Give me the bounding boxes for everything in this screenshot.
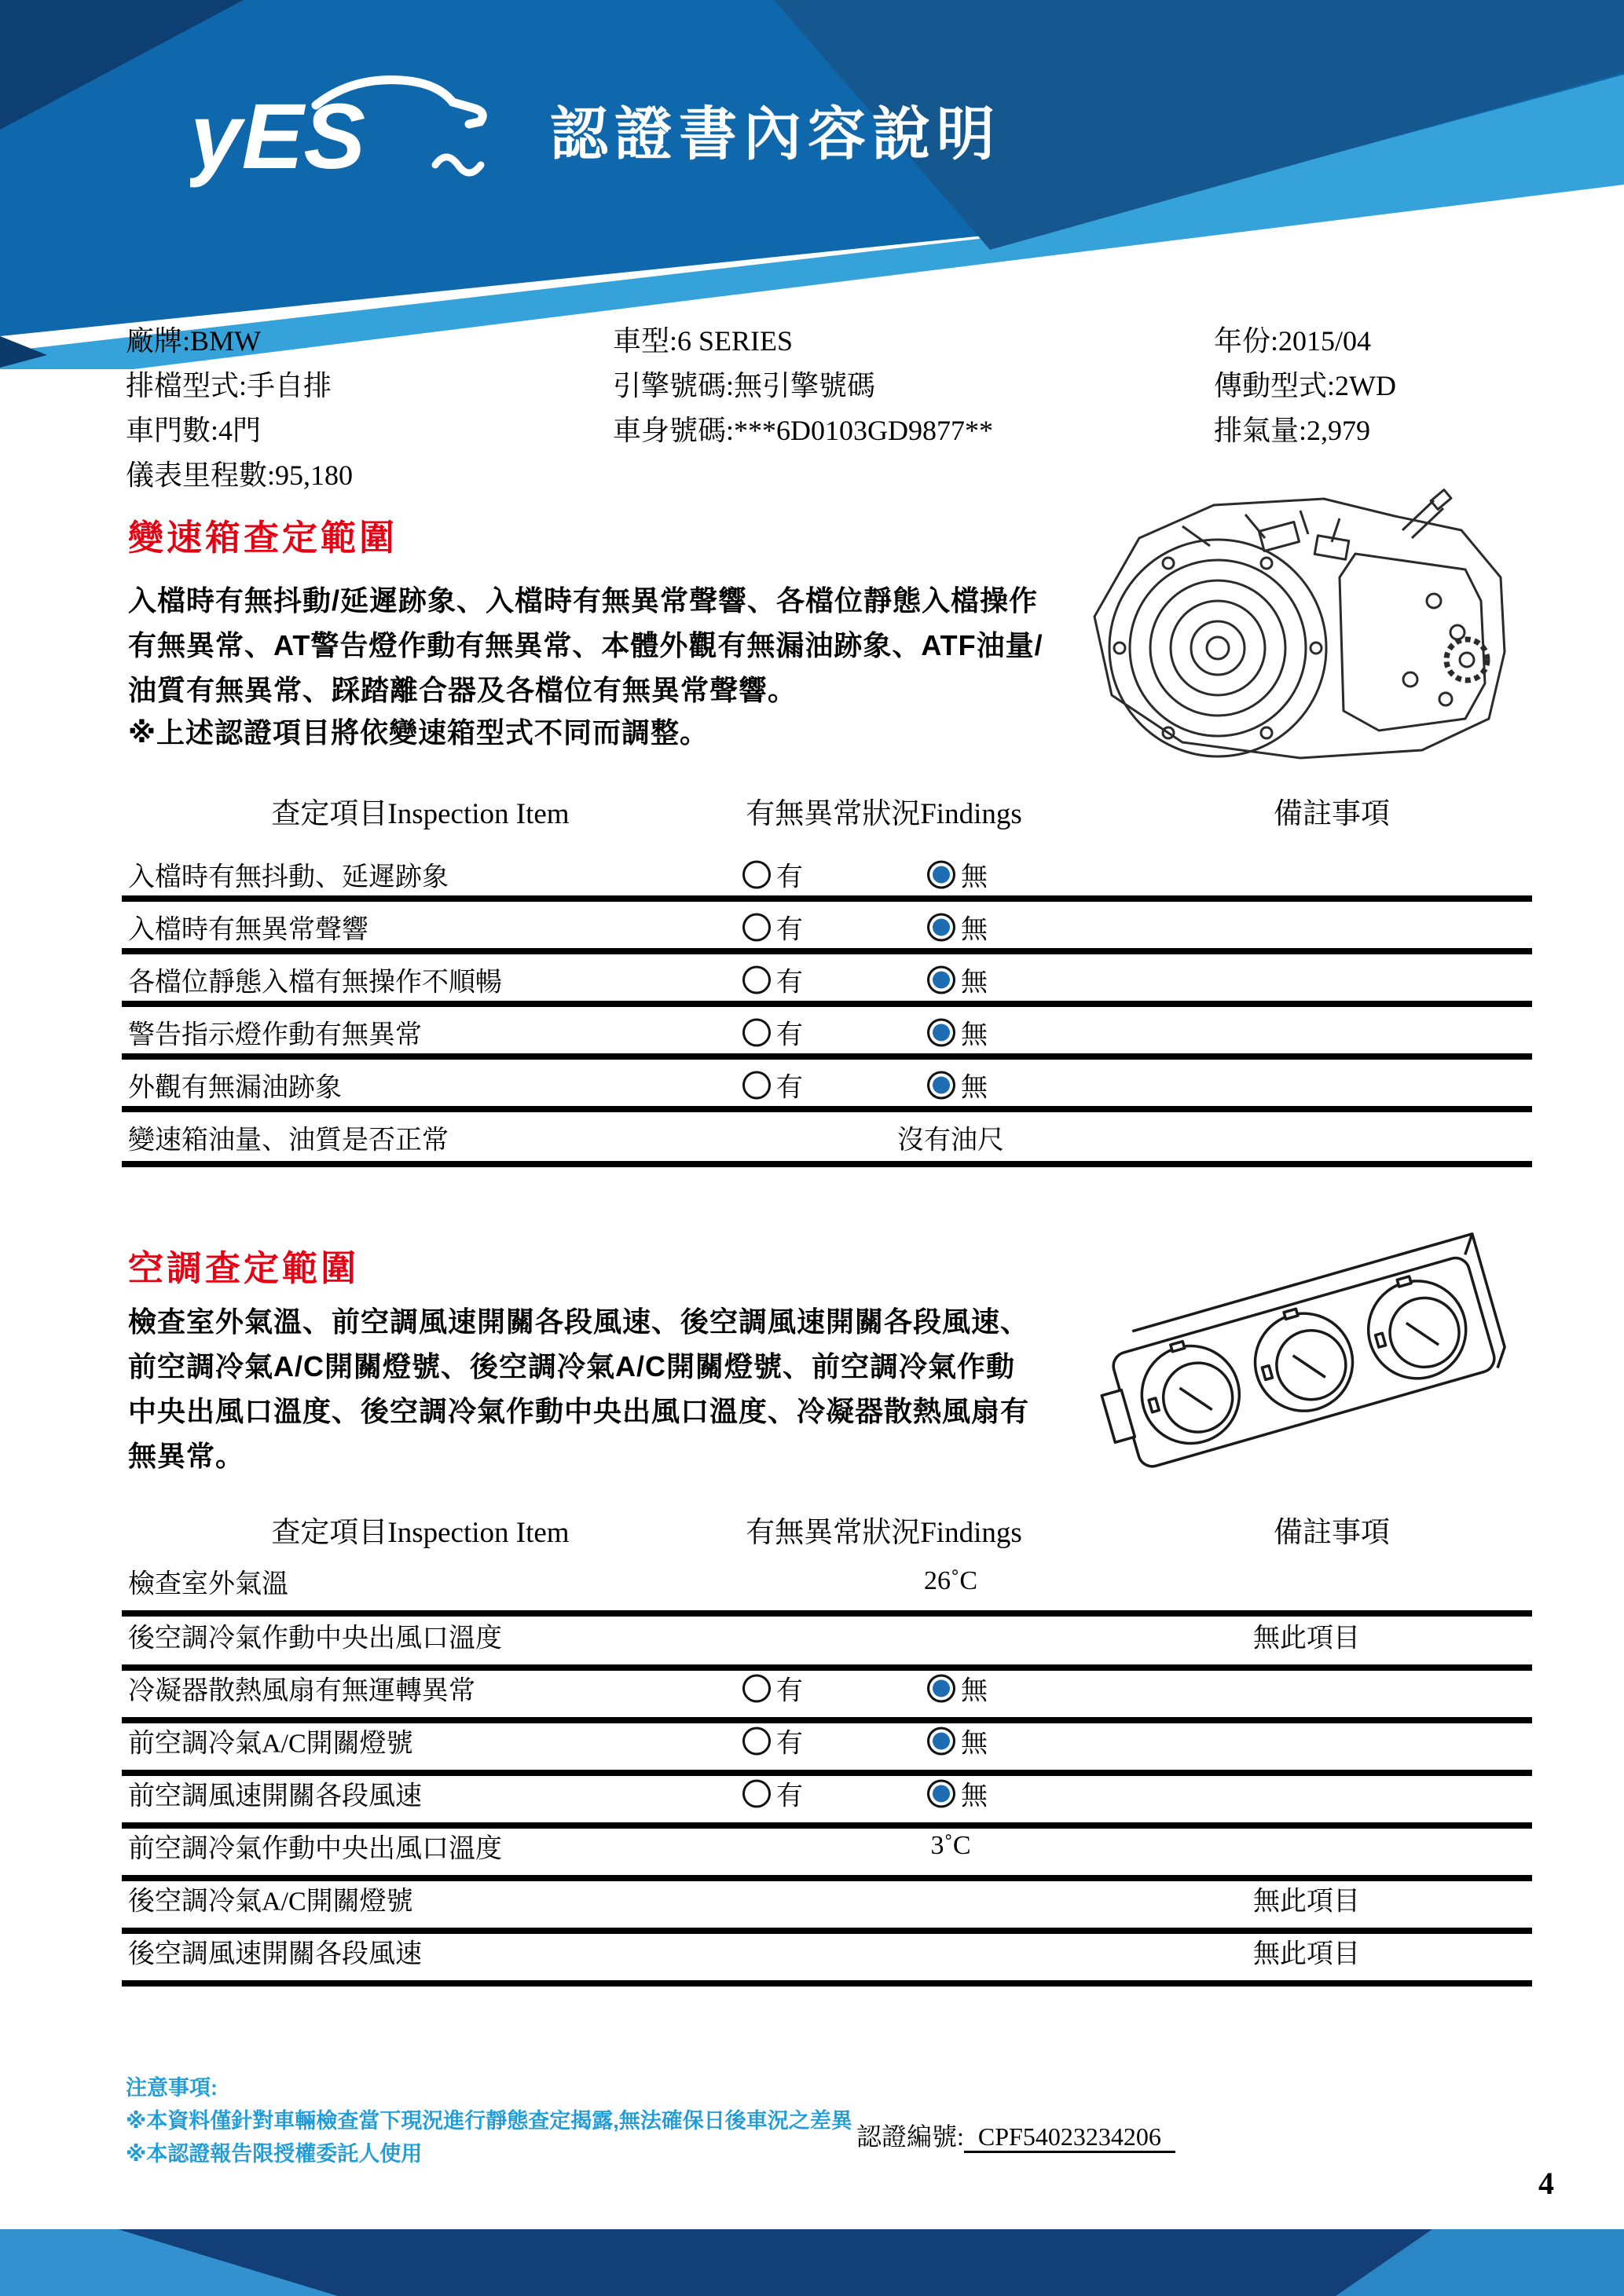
info-displacement: 排氣量:2,979 [1214, 415, 1371, 446]
radio-yes[interactable] [742, 961, 803, 999]
inspection-item-label: 後空調風速開關各段風速 [128, 1939, 422, 1969]
radio-no-label: 無 [961, 1782, 988, 1811]
info-mileage: 儀表里程數:95,180 [126, 460, 354, 491]
info-drivetrain: 傳動型式:2WD [1214, 370, 1396, 401]
radio-circle-empty [742, 1071, 771, 1099]
row-divider [122, 895, 1532, 902]
yes-logo [190, 72, 528, 190]
radio-no-label: 無 [961, 915, 988, 945]
radio-no[interactable] [927, 1774, 988, 1813]
radio-circle-filled [927, 1727, 955, 1755]
radio-circle-filled [927, 1071, 955, 1099]
radio-yes-label: 有 [776, 1073, 803, 1103]
radio-yes[interactable] [742, 1774, 803, 1813]
inspection-item-label: 冷凝器散熱風扇有無運轉異常 [128, 1676, 475, 1706]
radio-circle-filled [927, 1674, 955, 1702]
radio-no[interactable] [927, 1722, 988, 1760]
row-divider [122, 948, 1532, 954]
radio-circle-empty [742, 1779, 771, 1807]
footer-banner-graphic [0, 2229, 1624, 2296]
radio-yes-label: 有 [776, 1782, 803, 1811]
info-model: 車型:6 SERIES [613, 325, 794, 357]
info-engine-no: 引擎號碼:無引擎號碼 [613, 370, 876, 401]
radio-yes[interactable] [742, 1013, 803, 1052]
info-brand: 廠牌:BMW [126, 325, 262, 357]
info-doors: 車門數:4門 [126, 415, 262, 446]
radio-circle-empty [742, 965, 771, 994]
radio-circle-filled [927, 1018, 955, 1046]
finding-text: 26˚C [924, 1566, 977, 1595]
radio-no-label: 無 [961, 1073, 988, 1103]
certificate-number-label: 認證編號: [856, 2122, 964, 2151]
inspection-item-label: 各檔位靜態入檔有無操作不順暢 [128, 968, 502, 998]
table-row [122, 905, 1536, 949]
table-row [122, 1824, 1536, 1868]
radio-yes-label: 有 [776, 1020, 803, 1050]
radio-circle-empty [742, 1727, 771, 1755]
inspection-item-label: 後空調冷氣A/C開關燈號 [128, 1887, 413, 1917]
finding-text: 沒有油尺 [897, 1126, 1004, 1155]
transmission-desc-line: 油質有無異常、踩踏離合器及各檔位有無異常聲響。 [128, 674, 797, 706]
transmission-desc-line: 入檔時有無抖動/延遲跡象、入檔時有無異常聲響、各檔位靜態入檔操作 [128, 584, 1039, 617]
inspection-item-label: 檢查室外氣溫 [128, 1569, 288, 1599]
radio-no-label: 無 [961, 1676, 988, 1706]
table-row [122, 958, 1536, 1002]
col-header-findings: 有無異常狀況Findings [746, 798, 1022, 830]
radio-yes[interactable] [742, 908, 803, 947]
radio-no[interactable] [927, 1669, 988, 1708]
remark-text: 無此項目 [1253, 1624, 1360, 1653]
vehicle-info-middle [613, 319, 993, 453]
radio-circle-empty [742, 1018, 771, 1046]
radio-circle-filled [927, 1779, 955, 1807]
radio-yes[interactable] [742, 855, 803, 894]
remark-text: 無此項目 [1253, 1939, 1360, 1969]
finding-text: 3˚C [930, 1831, 971, 1860]
info-year: 年份:2015/04 [1214, 325, 1372, 357]
radio-circle-filled [927, 913, 955, 941]
notice-line: ※本認證報告限授權委託人使用 [126, 2142, 423, 2166]
radio-no[interactable] [927, 961, 988, 999]
table-row [122, 1613, 1536, 1657]
vehicle-info-right [1214, 319, 1396, 453]
radio-no-label: 無 [961, 862, 988, 892]
table-row [122, 1559, 1536, 1603]
ac-table-header [122, 1508, 1536, 1555]
page-title: 認證書內容說明 [550, 101, 1001, 167]
table-row [122, 1877, 1536, 1921]
row-divider [122, 1106, 1532, 1112]
transmission-table-header [122, 789, 1536, 837]
inspection-item-label: 入檔時有無異常聲響 [128, 915, 368, 945]
row-divider [122, 1001, 1532, 1007]
ac-desc-line: 無異常。 [128, 1440, 245, 1472]
table-row [122, 1666, 1536, 1710]
inspection-item-label: 前空調冷氣A/C開關燈號 [128, 1729, 413, 1759]
radio-no[interactable] [927, 855, 988, 894]
radio-yes-label: 有 [776, 1676, 803, 1706]
col-header-item: 查定項目Inspection Item [271, 798, 570, 830]
table-row [122, 1719, 1536, 1763]
radio-yes-label: 有 [776, 968, 803, 998]
table-row [122, 1115, 1536, 1159]
inspection-item-label: 前空調風速開關各段風速 [128, 1782, 422, 1811]
table-row [122, 1010, 1536, 1054]
notice-line: ※本資料僅針對車輛檢查當下現況進行靜態查定揭露,無法確保日後車況之差異 [126, 2109, 852, 2133]
inspection-item-label: 後空調冷氣作動中央出風口溫度 [128, 1624, 502, 1653]
inspection-item-label: 前空調冷氣作動中央出風口溫度 [128, 1834, 502, 1864]
row-divider [122, 1980, 1532, 1987]
radio-circle-empty [742, 860, 771, 888]
certificate-number-line [856, 2117, 1175, 2153]
inspection-item-label: 外觀有無漏油跡象 [128, 1073, 342, 1103]
table-row [122, 1063, 1536, 1107]
certificate-number-value: CPF54023234206 [964, 2122, 1175, 2153]
radio-yes-label: 有 [776, 915, 803, 945]
radio-circle-filled [927, 860, 955, 888]
row-divider [122, 1161, 1532, 1167]
radio-no[interactable] [927, 1066, 988, 1104]
radio-yes[interactable] [742, 1722, 803, 1760]
inspection-item-label: 入檔時有無抖動、延遲跡象 [128, 862, 449, 892]
ac-control-panel-illustration [1092, 1227, 1524, 1470]
radio-no[interactable] [927, 908, 988, 947]
vehicle-info-left [126, 319, 353, 498]
radio-circle-empty [742, 1674, 771, 1702]
transmission-section-title: 變速箱查定範圍 [128, 518, 398, 558]
table-row [122, 1771, 1536, 1815]
ac-desc-line: 前空調冷氣A/C開關燈號、後空調冷氣A/C開關燈號、前空調冷氣作動 [128, 1350, 1015, 1382]
table-row [122, 1929, 1536, 1973]
inspection-item-label: 變速箱油量、油質是否正常 [128, 1126, 449, 1155]
transmission-desc-line: 有無異常、AT警告燈作動有無異常、本體外觀有無漏油跡象、ATF油量/ [128, 629, 1043, 661]
notice-title: 注意事項: [126, 2076, 218, 2100]
yes-logo-text: yES [190, 85, 366, 189]
ac-section-title: 空調查定範圍 [128, 1248, 360, 1288]
info-gearbox-type: 排檔型式:手自排 [126, 370, 332, 401]
ac-desc-line: 中央出風口溫度、後空調冷氣作動中央出風口溫度、冷凝器散熱風扇有 [128, 1395, 1030, 1427]
radio-no-label: 無 [961, 968, 988, 998]
radio-yes[interactable] [742, 1669, 803, 1708]
radio-no-label: 無 [961, 1020, 988, 1050]
page-number: 4 [1538, 2166, 1554, 2201]
radio-circle-filled [927, 965, 955, 994]
table-row [122, 852, 1536, 896]
row-divider [122, 1053, 1532, 1060]
radio-yes-label: 有 [776, 1729, 803, 1759]
radio-circle-empty [742, 913, 771, 941]
col-header-item: 查定項目Inspection Item [271, 1517, 570, 1549]
radio-no-label: 無 [961, 1729, 988, 1759]
remark-text: 無此項目 [1253, 1887, 1360, 1917]
col-header-remark: 備註事項 [1274, 798, 1390, 830]
col-header-findings: 有無異常狀況Findings [746, 1517, 1022, 1549]
info-vin: 車身號碼:***6D0103GD9877** [613, 415, 993, 446]
radio-no[interactable] [927, 1013, 988, 1052]
transmission-illustration [1065, 483, 1528, 762]
col-header-remark: 備註事項 [1274, 1517, 1390, 1549]
transmission-desc-note: ※上述認證項目將依變速箱型式不同而調整。 [128, 716, 709, 749]
radio-yes[interactable] [742, 1066, 803, 1104]
inspection-item-label: 警告指示燈作動有無異常 [128, 1020, 422, 1050]
ac-desc-line: 檢查室外氣溫、前空調風速開關各段風速、後空調風速開關各段風速、 [128, 1305, 1030, 1338]
radio-yes-label: 有 [776, 862, 803, 892]
